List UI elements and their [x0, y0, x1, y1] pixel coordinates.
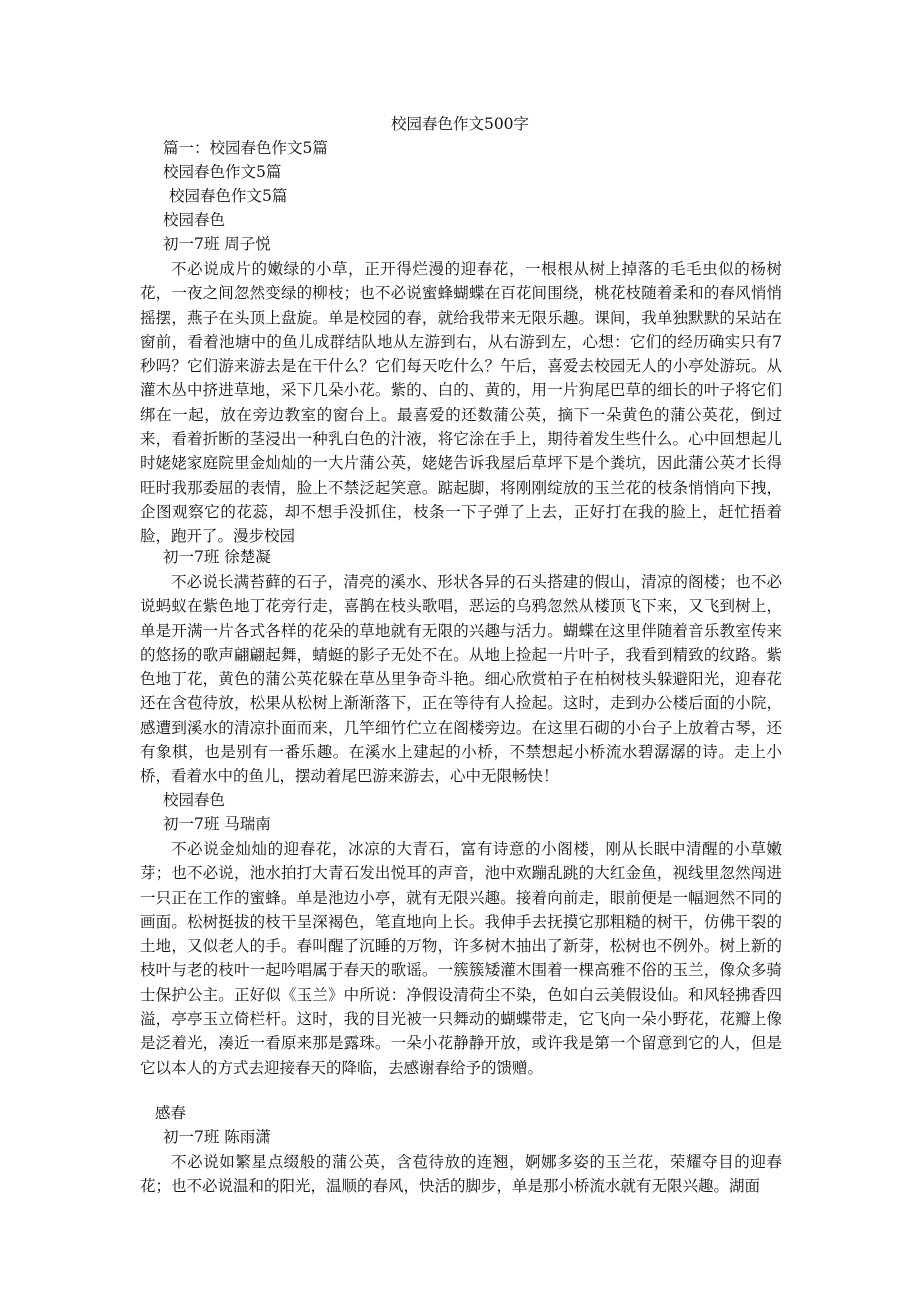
essay-title: 校园春色 [163, 791, 226, 809]
document-title: 校园春色作文500字 [390, 115, 530, 133]
essay-title: 校园春色 [163, 211, 226, 229]
essay-author: 初一7班 陈雨潇 [163, 1128, 271, 1146]
essay-body: 不必说金灿灿的迎春花，冰凉的大青石，富有诗意的小阁楼，刚从长眠中清醒的小草嫩芽；也不必说，池水拍打大青石发出悦耳的声音，池中欢蹦乱跳的大红金鱼，视线里忽然闯进一只正在工作的蜜蜂。单是池边小亭，就有无限兴趣。接着向前走，眼前便是一幅迥然不同的画面。松树挺拔的枝干呈深褐色，笔直地向上长。我伸手去抚摸它那粗糙的树干，仿佛干裂的土地，又似老人的手。春叫醒了沉睡的万物，许多树木抽出了新芽，松树也不例外。树上新的枝叶与老的枝叶一起吟唱属于春天的歌谣。一簇簇矮灌木围着一棵高雅不俗的玉兰，像众多骑士保护公主。正好似《玉兰》中所说：净假设清荷尘不染，色如白云美假设仙。和风轻拂香四溢，亭亭玉立倚栏杆。这时，我的目光被一只舞动的蝴蝶带走，它飞向一朵小野花，花瓣上像是泛着光，凑近一看原来那是露珠。一朵小花静静开放，或许我是第一个留意到它的人，但是它以本人的方式去迎接春天的降临，去感谢春给予的馈赠。 [140, 840, 782, 1077]
essay-title: 感春 [155, 1104, 187, 1122]
essay-body: 不必说如繁星点缀般的蒲公英，含苞待放的连翘，婀娜多姿的玉兰花，荣耀夺目的迎春花；也不必说温和的阳光，温顺的春风，快活的脚步，单是那小桥流水就有无限兴趣。湖面 [140, 1153, 782, 1196]
sub-heading: 校园春色作文5篇 [169, 187, 288, 205]
sub-heading: 校园春色作文5篇 [163, 163, 282, 181]
essay-author: 初一7班 周子悦 [163, 235, 271, 253]
essay-body: 不必说长满苔藓的石子，清亮的溪水、形状各异的石头搭建的假山，清凉的阁楼；也不必说蚂蚁在紫色地丁花旁行走，喜鹊在枝头歌唱，恶运的乌鸦忽然从楼顶飞下来，又飞到树上，单是开满一片各式各样的花朵的草地就有无限的兴趣与活力。蝴蝶在这里伴随着音乐教室传来的悠扬的歌声翩翩起舞，蜻蜓的影子无处不在。从地上捡起一片叶子，我看到精致的纹路。紫色地丁花，黄色的蒲公英花躲在草丛里争奇斗艳。细心欣赏柏子在柏树枝头躲避阳光，迎春花还在含苞待放，松果从松树上渐渐落下，正在等待有人捡起。这时，走到办公楼后面的小院，感遭到溪水的清凉扑面而来，几竿细竹伫立在阁楼旁边。在这里石砌的小台子上放着古琴，还有象棋，也是别有一番乐趣。在溪水上建起的小桥，不禁想起小桥流水碧潺潺的诗。走上小桥，看着水中的鱼儿，摆动着尾巴游来游去，心中无限畅快！ [140, 573, 782, 786]
essay-author: 初一7班 徐楚凝 [163, 548, 271, 566]
essay-author: 初一7班 马瑞南 [163, 815, 271, 833]
essay-body: 不必说成片的嫩绿的小草，正开得烂漫的迎春花，一根根从树上掉落的毛毛虫似的杨树花，一夜之间忽然变绿的柳枝；也不必说蜜蜂蝴蝶在百花间围绕，桃花枝随着柔和的春风悄悄摇摆，燕子在头顶上盘旋。单是校园的春，就给我带来无限乐趣。课间，我单独默默的呆站在窗前，看着池塘中的鱼儿成群结队地从左游到右，从右游到左，心想：它们的经历确实只有7秒吗？它们游来游去是在干什么？它们每天吃什么？午后，喜爱去校园无人的小亭处游玩。从灌木丛中挤进草地，采下几朵小花。紫的、白的、黄的，用一片狗尾巴草的细长的叶子将它们绑在一起，放在旁边教室的窗台上。最喜爱的还数蒲公英，摘下一朵黄色的蒲公英花，倒过来，看着折断的茎浸出一种乳白色的汁液，将它涂在手上，期待着发生些什么。心中回想起儿时姥姥家庭院里金灿灿的一大片蒲公英，姥姥告诉我屋后草坪下是个粪坑，因此蒲公英才长得旺时我那委屈的表情，脸上不禁泛起笑意。踮起脚，将刚刚绽放的玉兰花的枝条悄悄向下拽，企图观察它的花蕊，却不想手没抓住，枝条一下子弹了上去，正好打在我的脸上，赶忙捂着脸，跑开了。漫步校园 [140, 260, 782, 546]
section-heading: 篇一：校园春色作文5篇 [163, 139, 328, 157]
